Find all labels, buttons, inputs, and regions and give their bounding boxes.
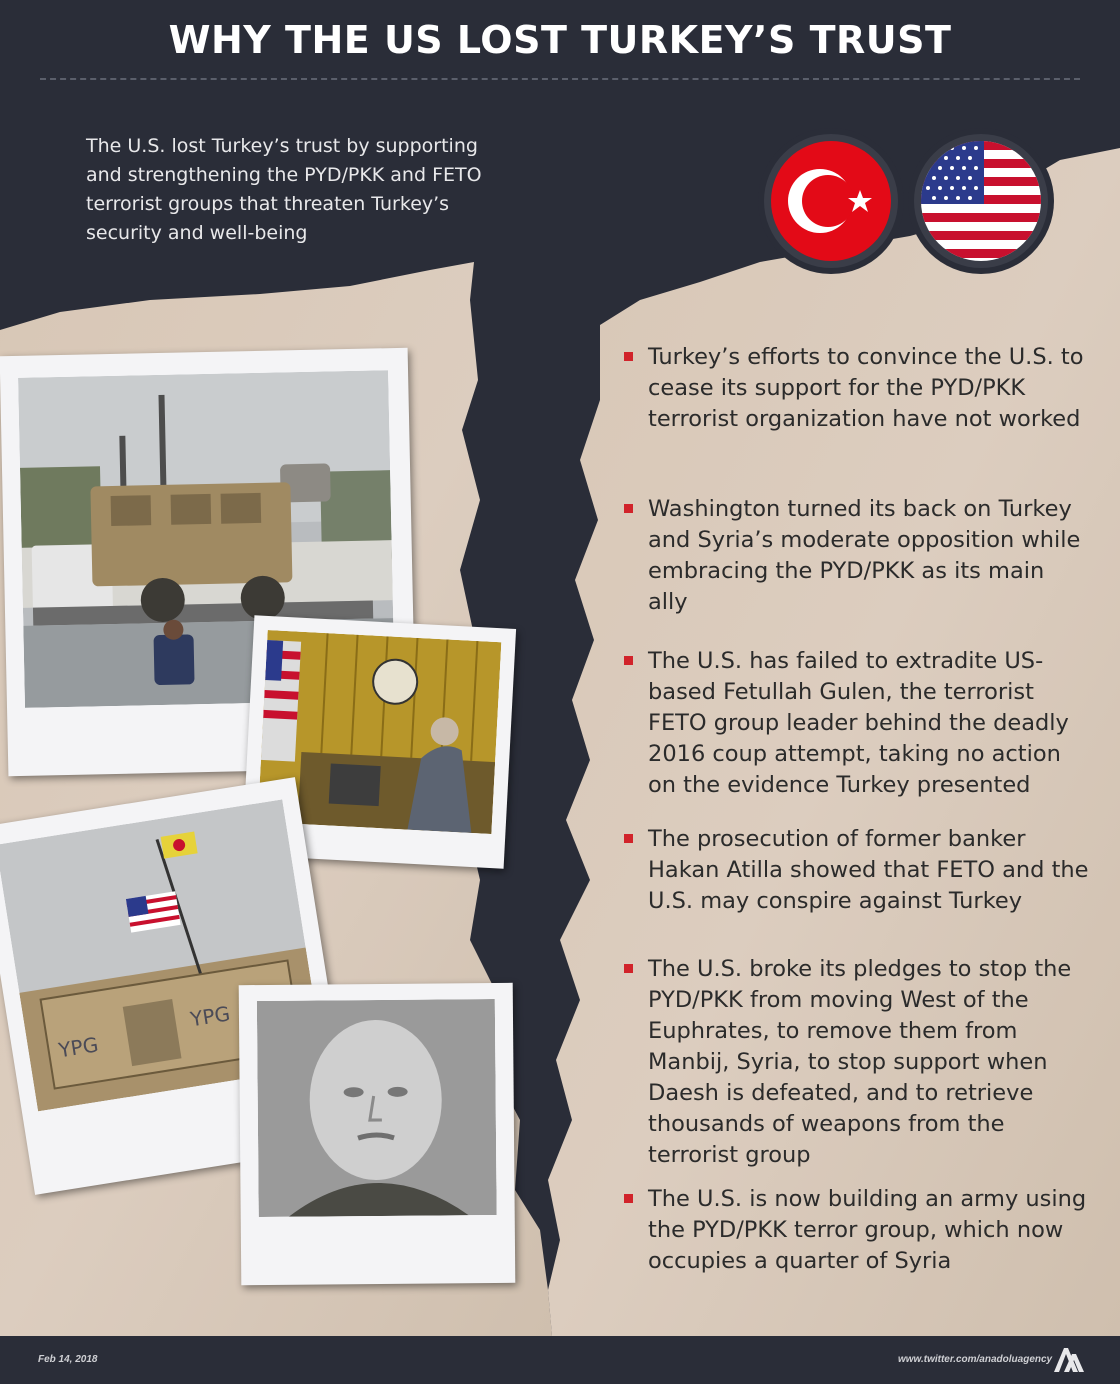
bullet-marker-icon — [624, 504, 633, 513]
intro-text: The U.S. lost Turkey’s trust by supporting and strengthening the PYD/PKK and FETO terrorist groups that threaten Turkey’s security and well-being — [86, 135, 482, 244]
turkey-flag-icon — [764, 134, 898, 268]
bullet-marker-icon — [624, 1194, 633, 1203]
anadolu-agency-logo — [1050, 1344, 1086, 1376]
bullet-text: Washington turned its back on Turkey and Syria’s moderate opposition while embracing the PYD/PKK as its main ally — [648, 496, 1081, 615]
title-divider — [40, 78, 1080, 80]
bullet-item — [620, 954, 1090, 1171]
bullet-text: The prosecution of former banker Hakan Atilla showed that FETO and the U.S. may conspire against Turkey — [648, 826, 1089, 914]
wall-text-1: YPG — [56, 1032, 100, 1063]
usa-flag-icon — [914, 134, 1048, 268]
bullet-marker-icon — [624, 352, 633, 361]
footer — [0, 1336, 1120, 1384]
wall-text-2: YPG — [188, 1001, 232, 1032]
footer-twitter-link[interactable]: www.twitter.com/anadoluagency — [898, 1354, 1053, 1365]
bullet-marker-icon — [624, 834, 633, 843]
bullet-item — [620, 1184, 1090, 1277]
bullet-marker-icon — [624, 964, 633, 973]
bullet-item — [620, 824, 1090, 917]
page-title: WHY THE US LOST TURKEY’S TRUST — [168, 18, 952, 62]
footer-date: Feb 14, 2018 — [38, 1354, 98, 1365]
bullet-item — [620, 646, 1090, 801]
bullet-text: The U.S. has failed to extradite US-based Fetullah Gulen, the terrorist FETO group leader behind the deadly 2016 coup attempt, taking no action on the evidence Turkey presented — [648, 648, 1069, 798]
portrait-image — [257, 999, 497, 1217]
bullet-text: The U.S. broke its pledges to stop the PYD/PKK from moving West of the Euphrates, to remove them from Manbij, Syria, to stop support when Daesh is defeated, and to retrieve thousands of weapons from the terrorist group — [648, 956, 1072, 1168]
bullet-text: The U.S. is now building an army using the PYD/PKK terror group, which now occupies a quarter of Syria — [648, 1186, 1087, 1274]
photo-portrait — [239, 983, 516, 1285]
bullet-marker-icon — [624, 656, 633, 665]
bullet-item — [620, 342, 1090, 435]
bullet-text: Turkey’s efforts to convince the U.S. to cease its support for the PYD/PKK terrorist organization have not worked — [648, 344, 1084, 432]
bullet-item — [620, 494, 1090, 618]
